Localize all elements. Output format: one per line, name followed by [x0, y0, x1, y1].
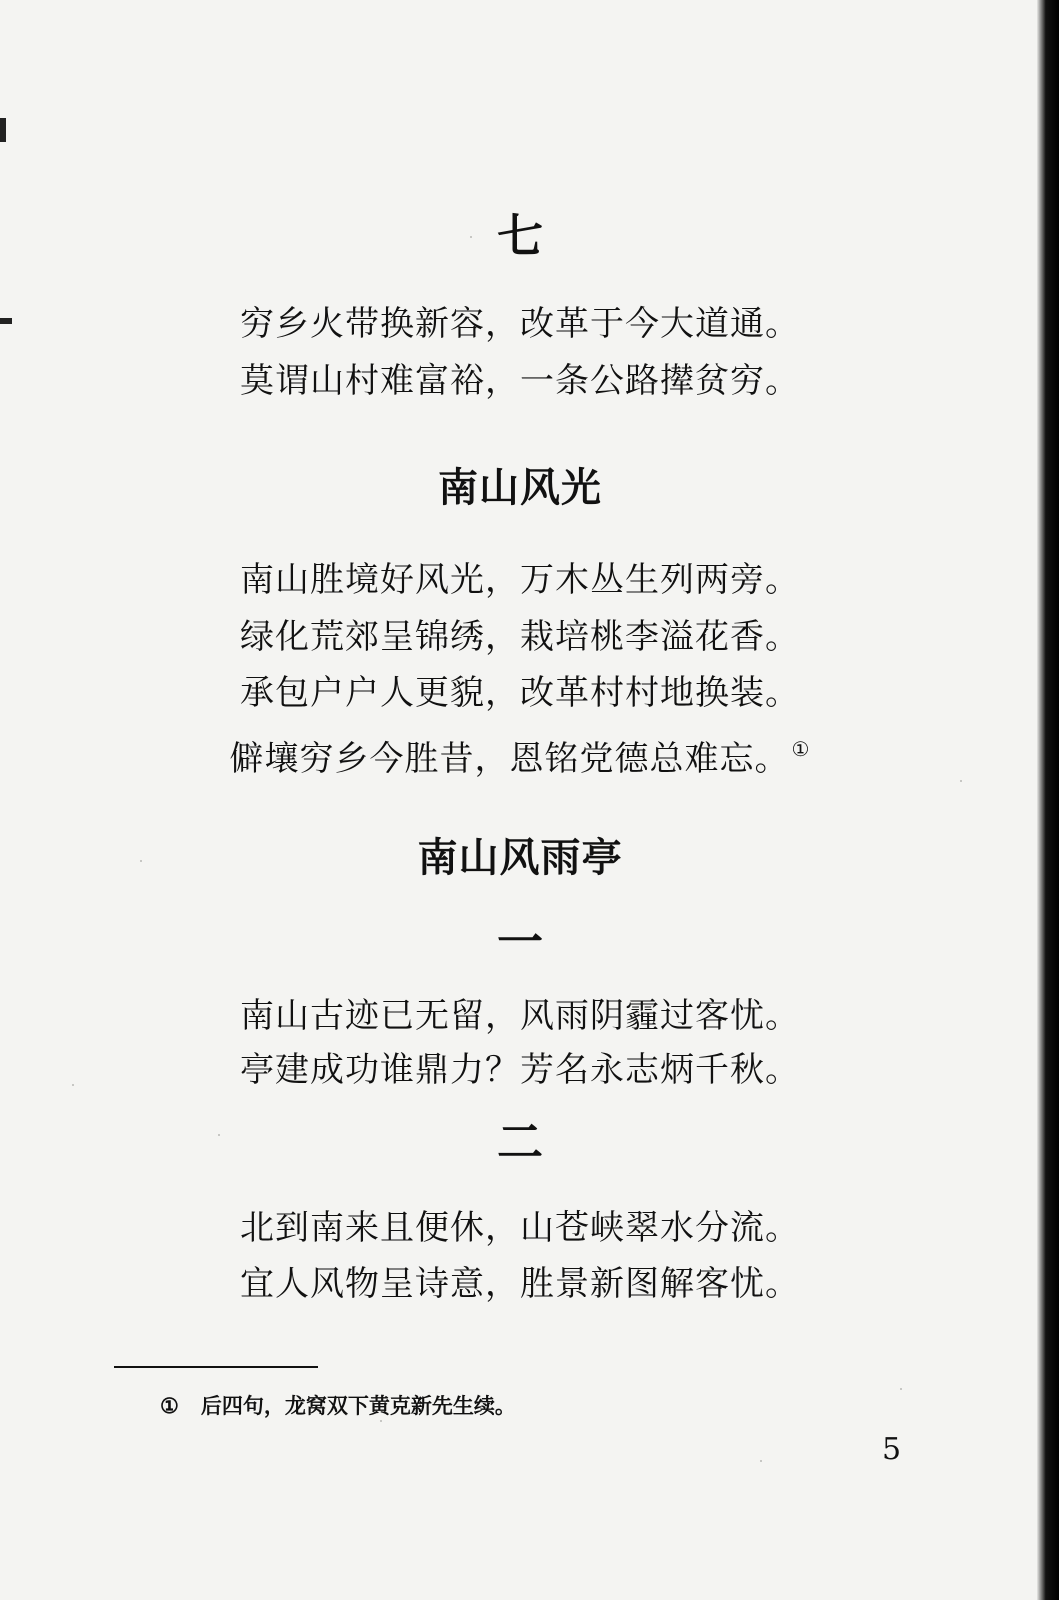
- verse-line: 穷乡火带换新容，改革于今大道通。: [240, 304, 800, 344]
- verse-line: 南山古迹已无留，风雨阴霾过客忧。: [240, 996, 800, 1036]
- poem-title: 南山风光: [438, 464, 602, 511]
- verse-line: 绿化荒郊呈锦绣，栽培桃李溢花香。: [240, 617, 800, 657]
- part-number-two: 二: [497, 1115, 543, 1169]
- scan-speck: [760, 1460, 762, 1462]
- scan-speck: [218, 1134, 220, 1136]
- scan-speck: [470, 236, 472, 238]
- scan-speck: [72, 1084, 74, 1086]
- scan-speck: [960, 780, 962, 782]
- part-number-one: 一: [497, 915, 543, 969]
- verse-line: 南山胜境好风光，万木丛生列两旁。: [240, 560, 800, 600]
- footnote-divider: [114, 1366, 318, 1368]
- scan-speck: [900, 1388, 902, 1390]
- footnote-mark: ①: [160, 1393, 179, 1418]
- verse-line: 宜人风物呈诗意，胜景新图解客忧。: [240, 1264, 800, 1304]
- verse-line: 亭建成功谁鼎力？芳名永志炳千秋。: [240, 1050, 800, 1090]
- scan-speck: [380, 1420, 382, 1422]
- page-number: 5: [882, 1432, 902, 1467]
- footnote-reference: ①: [791, 737, 811, 761]
- verse-line: [0, 721, 1040, 787]
- footnote: [160, 1390, 516, 1420]
- verse-line: 北到南来且便休，山苍峡翠水分流。: [240, 1208, 800, 1248]
- scan-left-mark: [0, 118, 6, 142]
- scan-edge-shadow: [1037, 0, 1059, 1600]
- verse-line: 莫谓山村难富裕，一条公路撵贫穷。: [240, 361, 800, 401]
- verse-text: 僻壤穷乡今胜昔，恩铭党德总难忘。: [229, 739, 790, 779]
- scan-speck: [140, 860, 142, 862]
- poem-title: 南山风雨亭: [417, 834, 623, 881]
- section-number-seven: 七: [497, 209, 543, 263]
- footnote-text: 后四句，龙窝双下黄克新先生续。: [200, 1393, 516, 1418]
- verse-line: 承包户户人更貌，改革村村地换装。: [240, 673, 800, 713]
